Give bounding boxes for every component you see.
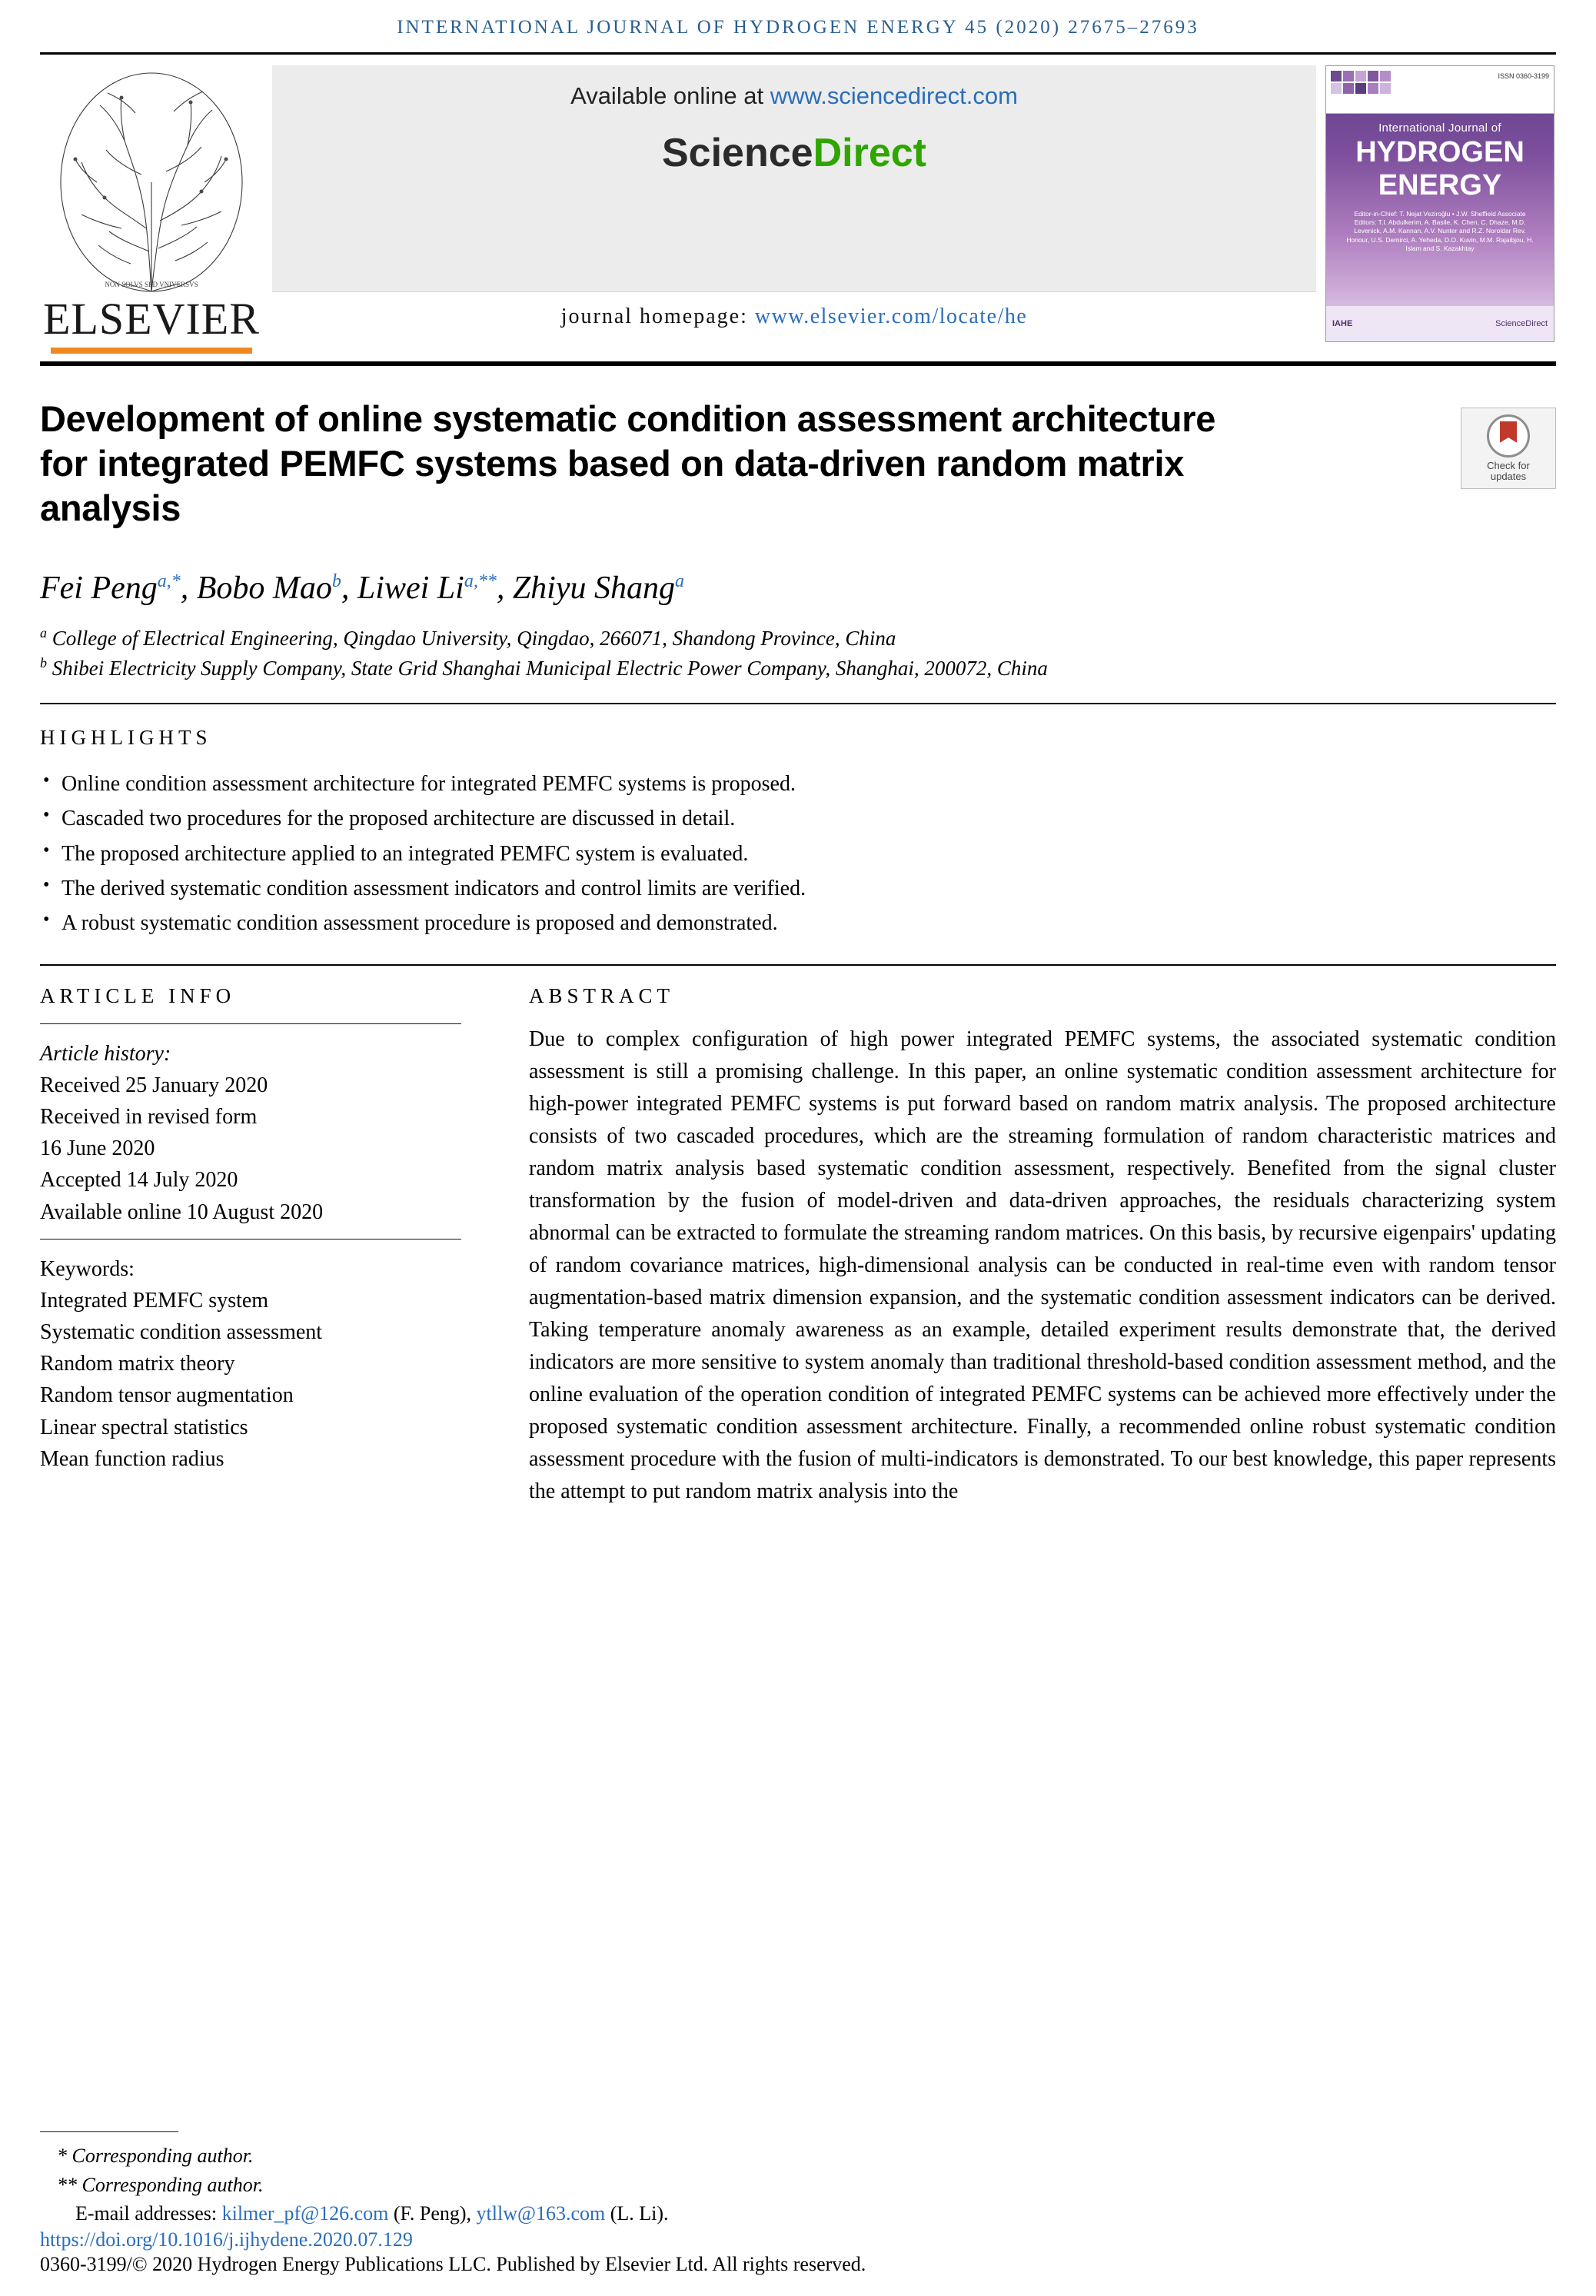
corresponding-author-1: * Corresponding author. [57,2144,254,2167]
publisher-underline [51,348,252,354]
affiliation-list [40,624,1556,683]
affiliation-text-0: College of Electrical Engineering, Qingdao University, Qingdao, 266071, Shandong Province, China [52,627,896,651]
keyword-item: Random matrix theory [40,1352,235,1376]
masthead-divider [40,361,1556,366]
journal-homepage-link[interactable]: www.elsevier.com/locate/he [754,304,1028,328]
elsevier-tree-icon [51,67,252,298]
crossmark-label-line2: updates [1490,471,1527,482]
article-history-label: Article history: [40,1041,171,1066]
article-history-item: Available online 10 August 2020 [40,1200,324,1224]
affiliation-mark-0: a [40,625,47,641]
keyword-item: Mean function radius [40,1446,224,1471]
cover-issn: ISSN 0360-3199 [1498,72,1549,80]
article-history-item: 16 June 2020 [40,1136,155,1161]
running-head: INTERNATIONAL JOURNAL OF HYDROGEN ENERGY 45 (2020) 27675–27693 [397,17,1199,38]
available-online-label: Available online at [570,82,770,109]
keyword-item: Linear spectral statistics [40,1415,248,1439]
crossmark-label-line1: Check for [1487,459,1530,471]
sciencedirect-block [272,65,1316,341]
page-footnotes [40,2131,1556,2276]
highlight-item: • The derived systematic condition assessment indicators and control limits are verified. [40,871,1556,906]
affiliation-0 [40,624,1556,653]
author-marks-1: b [331,571,341,592]
sciencedirect-word-direct: Direct [813,131,926,175]
author-name-1: Bobo Mao [196,571,332,607]
email-name-2: (L. Li). [605,2202,669,2225]
footnote-divider [40,2131,178,2132]
author-list: Fei Peng$^{a,*}$, Bobo Mao$^b$, Liwei $Li^{a,**}$, Zhiyu Shang$^a$ [40,571,684,607]
email-line [40,2199,1556,2228]
article-history-item: Received in revised form [40,1105,258,1130]
highlight-item: • The proposed architecture applied to an integrated PEMFC system is evaluated. [40,837,1556,871]
highlight-item: • Cascaded two procedures for the proposed architecture are discussed in detail. [40,801,1556,836]
highlights-list [40,767,1556,941]
author-marks-2: a,** [464,571,497,592]
cover-bottom-band [1326,306,1554,341]
cover-sciencedirect-logo: ScienceDirect [1495,319,1548,328]
article-info-divider-top [40,1023,461,1024]
abstract-text: Due to complex configuration of high power integrated PEMFC systems, the associated systematic condition assessment is still a promising challenge. In this paper, an online systematic condition assessment architecture for high-power integrated PEMFC systems is put forward based on random matrix analysis. The proposed architecture consists of two cascaded procedures, which are the streaming formulation of random characteristic matrices and random matrix analysis based systematic condition assessment, respectively. Benefited from the signal cluster transformation by the fusion of model-driven and data-driven approaches, the residuals characterizing system abnormal can be extracted to formulate the streaming random matrices. On this basis, by recursive eigenpairs' updating of random covariance matrices, high-dimensional analysis can be conducted in real-time even with random tensor augmentation-based matrix dimension expansion, and the systematic condition assessment indicators can be derived. Taking temperature anomaly awareness as an example, detailed experiment results demonstrate that, the derived indicators are more sensitive to system anomaly than traditional threshold-based condition assessment method, and the online evaluation of the operation condition of integrated PEMFC systems can be achieved more effectively under the proposed systematic condition assessment architecture. Finally, a recommended online robust systematic condition assessment procedure with the fusion of multi-indicators is demonstrated. To our best knowledge, this paper represents the attempt to put random matrix analysis into the [529,1027,1556,1503]
author-name-0: Fei Peng [40,571,158,607]
info-abstract-row [40,984,1556,1508]
publisher-logo-block [40,55,263,358]
available-online-line [272,82,1316,110]
copyright-line: 0360-3199/© 2020 Hydrogen Energy Publications LLC. Published by Elsevier Ltd. All rights reserved. [40,2253,866,2275]
title-row [40,397,1556,530]
affiliation-text-1: Shibei Electricity Supply Company, State Grid Shanghai Municipal Electric Power Company, Shanghai, 200072, China [52,656,1048,680]
article-info-label: ARTICLE INFO [40,983,236,1007]
highlight-item: • A robust systematic condition assessment procedure is proposed and demonstrated. [40,906,1556,940]
cover-title-line2: ENERGY [1378,168,1502,201]
author-name-3: Zhiyu Shang [512,571,675,607]
journal-cover-block [1325,55,1556,358]
journal-masthead [40,55,1556,358]
keyword-item: Random tensor augmentation [40,1383,294,1408]
doi-link[interactable]: https://doi.org/10.1016/j.ijhydene.2020.07.129 [40,2228,413,2251]
email-name-1: (F. Peng), [388,2202,477,2225]
sciencedirect-wordmark [272,130,1316,176]
cover-top-band [1326,66,1554,114]
article-history-item: Received 25 January 2020 [40,1073,268,1097]
affiliation-1 [40,654,1556,683]
email-label: E-mail addresses: [75,2202,222,2225]
cover-small-title: International Journal of [1378,121,1501,135]
highlight-item: • Online condition assessment architecture for integrated PEMFC systems is proposed. [40,767,1556,801]
crossmark-badge[interactable] [1461,408,1556,489]
sciencedirect-link[interactable]: www.sciencedirect.com [770,82,1018,109]
publisher-name: ELSEVIER [43,294,260,344]
article-info-column [40,984,501,1508]
corresponding-author-2: ** Corresponding author. [57,2173,264,2196]
journal-homepage-line [272,291,1316,341]
journal-cover-image [1325,65,1554,342]
keywords-label: Keywords: [40,1256,135,1281]
email-link-1[interactable]: kilmer_pf@126.com [221,2202,389,2225]
abstract-top-divider [40,964,1556,966]
abstract-label: ABSTRACT [529,983,675,1007]
svg-text:NON SOLVS SED VNIVERSVS: NON SOLVS SED VNIVERSVS [105,281,198,288]
keyword-item: Integrated PEMFC system [40,1288,269,1313]
keywords-block [40,1253,478,1475]
email-link-2[interactable]: ytllw@163.com [476,2202,606,2225]
keyword-item: Systematic condition assessment [40,1320,323,1345]
doi-line [40,2228,1556,2251]
cover-tile-grid [1331,71,1391,94]
affiliation-mark-1: b [40,654,47,670]
author-marks-3: a [674,571,684,592]
journal-homepage-label: journal homepage: [560,304,755,328]
crossmark-icon [1487,414,1530,458]
cover-title-line1: HYDROGEN [1355,136,1525,168]
author-marks-0: a,* [157,571,181,592]
cover-iahe-logo: IAHE [1332,319,1353,328]
author-name-2: Liwei Li [357,571,464,607]
page-title: Development of online systematic condition assessment architecture for integrated PEMFC systems based on data-driven random matrix analysis [40,398,1216,528]
highlights-top-divider [40,703,1556,704]
article-info-divider-bottom [40,1239,461,1240]
highlights-label: HIGHLIGHTS [40,726,212,750]
sciencedirect-word-science: Science [662,131,813,175]
article-history-block [40,1038,478,1228]
abstract-column [501,984,1556,1508]
article-history-item: Accepted 14 July 2020 [40,1168,238,1193]
cover-editor-list: Editor-in-Chief: T. Nejat Veziroğlu • J.W. Sheffield Associate Editors: T.I. Abdulkerim, A. Basile, K. Chen, C. Dhaze, M.D. Levenick, A.M. Kannan, A.V. Nunter and R.Z. Noroldar Rev. Honour, U.S. Demirci, A. Yeheda, D.O. Kuvin, M.M. Rajaibjou, H. Islam and S. Kazakhtay [1346,209,1534,253]
